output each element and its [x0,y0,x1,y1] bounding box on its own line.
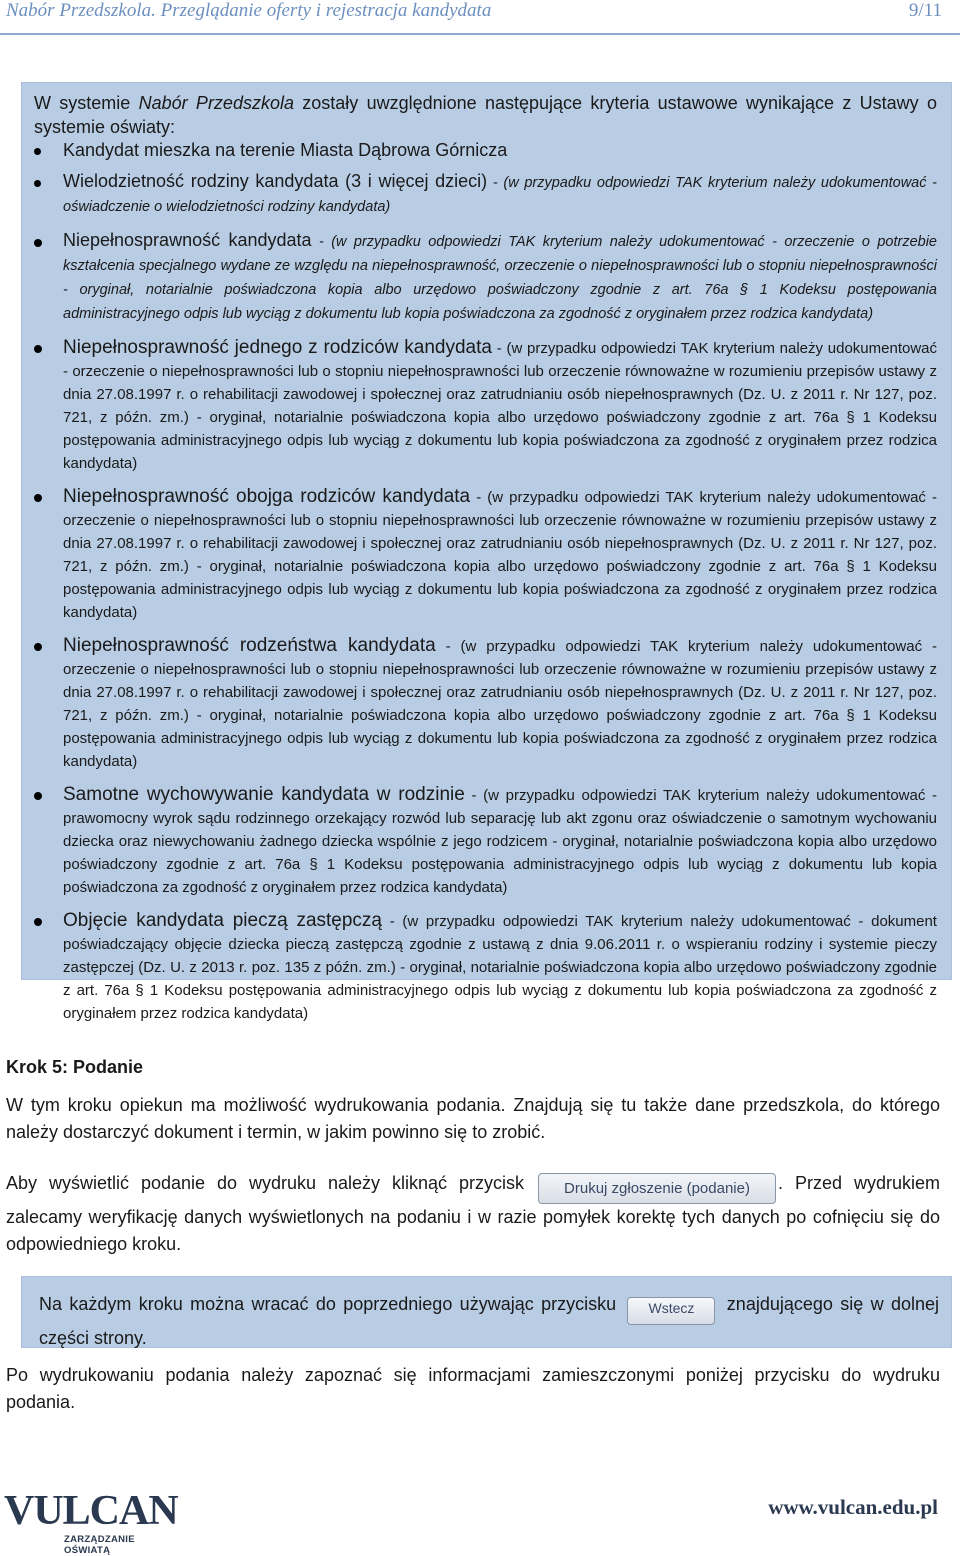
criterion-title: Kandydat mieszka na terenie Miasta Dąbrowa Górnicza [63,140,508,160]
back-hint [39,1291,939,1352]
document-title: Nabór Przedszkola. Przeglądanie oferty i rejestracja kandydata [6,0,492,21]
info-box [21,1276,952,1348]
list-item [34,336,937,475]
system-name: Nabór Przedszkola [138,93,294,113]
page-header [0,0,960,36]
criterion-description: - (w przypadku odpowiedzi TAK kryterium należy udokumentować - orzeczenie o niepełnosprawności lub o stopniu niepełnosprawności lub orzeczenie równoważne w rozumieniu przepisów ustawy z dnia 27.08.1997 r. o rehabilitacji zawodowej i społecznej oraz zatrudnianiu osób niepełnosprawnych (Dz. U. z 2011 r. Nr 127, poz. 721, z późn. zm.) - oryginał, notarialnie poświadczona kopia albo urzędowo poświadczony zgodnie z art. 76a § 1 Kodeksu postępowania administracyjnego odpis lub wyciąg z dokumentu lub kopia poświadczona za zgodność z oryginałem przez rodzica kandydata) [63,489,937,621]
bullet-icon [34,918,42,926]
criterion-title: Niepełnosprawność obojga rodziców kandydata [63,486,471,507]
criterion-title: Niepełnosprawność jednego z rodziców kandydata [63,337,492,358]
list-item [34,783,937,899]
list-item [34,170,937,219]
footer-url: www.vulcan.edu.pl [768,1495,938,1519]
criterion-description: - (w przypadku odpowiedzi TAK kryterium należy udokumentować - dokument poświadczający objęcie dziecka pieczą zastępczą zgodnie z ustawą z dnia 9.06.2011 r. o wspieraniu rodziny i systemie pieczy zastępczej (Dz. U. z 2013 r. poz. 135 z późn. zm.) - oryginał, notarialnie poświadczona kopia albo urzędowo poświadczony zgodnie z art. 76a § 1 Kodeksu postępowania administracyjnego odpis lub wyciąg z dokumentu lub kopia poświadczona za zgodność z oryginałem przez rodzica kandydata) [63,913,937,1022]
criterion-title: Wielodzietność rodziny kandydata (3 i więcej dzieci) [63,171,488,191]
step-heading: Krok 5: Podanie [6,1057,144,1077]
bullet-icon [34,792,42,800]
criterion-description: - (w przypadku odpowiedzi TAK kryterium należy udokumentować - orzeczenie o niepełnosprawności lub o stopniu niepełnosprawności lub orzeczenie równoważne w rozumieniu przepisów ustawy z dnia 27.08.1997 r. o rehabilitacji zawodowej i społecznej oraz zatrudnianiu osób niepełnosprawnych (Dz. U. z 2011 r. Nr 127, poz. 721, z późn. zm.) - oryginał, notarialnie poświadczona kopia albo urzędowo poświadczony zgodnie z art. 76a § 1 Kodeksu postępowania administracyjnego odpis lub wyciąg z dokumentu lub kopia poświadczona za zgodność z oryginałem przez rodzica kandydata) [63,638,937,770]
header-divider [0,33,960,35]
list-item [34,634,937,773]
bullet-icon [34,345,42,353]
print-instructions [6,1170,940,1258]
list-item [34,485,937,624]
criterion-title: Niepełnosprawność kandydata [63,230,312,250]
back-hint-end: znajdującego się w dolnej części strony. [39,1294,940,1348]
criterion-title: Objęcie kandydata pieczą zastępczą [63,910,382,931]
print-text-end: . Przed wydrukiem zalecamy weryfikację danych wyświetlonych na podaniu i w razie pomyłek korektę tych danych po cofnięciu się do odpowiedniego kroku. [6,1173,940,1254]
criterion-title: Samotne wychowywanie kandydata w rodzinie [63,784,465,805]
criterion-description: - (w przypadku odpowiedzi TAK kryterium należy udokumentować - orzeczenie o niepełnosprawności lub o stopniu niepełnosprawności lub orzeczenie równoważne w rozumieniu przepisów ustawy z dnia 27.08.1997 r. o rehabilitacji zawodowej i społecznej oraz zatrudnianiu osób niepełnosprawnych (Dz. U. z 2011 r. Nr 127, poz. 721, z późn. zm.) - oryginał, notarialnie poświadczona kopia albo urzędowo poświadczony zgodnie z art. 76a § 1 Kodeksu postępowania administracyjnego odpis lub wyciąg z dokumentu lub kopia poświadczona za zgodność z oryginałem przez rodzica kandydata) [63,340,937,472]
intro-text-start: W systemie [34,93,139,113]
list-item [34,229,937,326]
vulcan-logo [4,1488,178,1556]
after-print-note: Po wydrukowaniu podania należy zapoznać się informacjami zamieszczonymi poniżej przycisku do wydruku podania. [6,1365,940,1412]
back-hint-start: Na każdym kroku można wracać do poprzedniego używając przycisku [39,1294,624,1314]
criterion-description: - (w przypadku odpowiedzi TAK kryterium należy udokumentować - oświadczenie o wielodzietności rodziny kandydata) [63,175,937,215]
bullet-icon [34,494,42,502]
print-application-button[interactable]: Drukuj zgłoszenie (podanie) [538,1173,776,1204]
bullet-icon [34,148,41,155]
page-number: 9/11 [908,0,942,21]
print-text-start: Aby wyświetlić podanie do wydruku należy kliknąć przycisk [6,1173,536,1193]
logo-tagline: ZARZĄDZANIE OŚWIATĄ [64,1534,135,1556]
criterion-title: Niepełnosprawność rodzeństwa kandydata [63,635,436,656]
criterion-description: - (w przypadku odpowiedzi TAK kryterium należy udokumentować - orzeczenie o potrzebie kształcenia specjalnego wydane ze względu na niepełnosprawność, orzeczenie o niepełnosprawności lub o stopniu niepełnosprawności - oryginał, notarialnie poświadczona kopia albo urzędowo poświadczony zgodnie z art. 76a § 1 Kodeksu postępowania administracyjnego odpis lub wyciąg z dokumentu lub kopia poświadczona za zgodność z oryginałem przez rodzica kandydata) [63,234,937,322]
list-item [34,909,937,1025]
logo-wordmark: VULCAN [4,1488,178,1534]
criteria-intro [34,91,937,139]
bullet-icon [34,643,42,651]
criteria-list [34,139,937,1025]
bullet-icon [34,239,42,247]
step-description: W tym kroku opiekun ma możliwość wydrukowania podania. Znajdują się tu także dane przedszkola, do którego należy dostarczyć dokument i termin, w jakim powinno się to zrobić. [6,1095,940,1142]
bullet-icon [34,180,41,187]
intro-text-end: zostały uwzględnione następujące kryteria ustawowe wynikające z Ustawy o systemie oświaty: [34,93,937,137]
back-button[interactable]: Wstecz [627,1297,715,1325]
criteria-box [21,82,952,1022]
list-item [34,139,937,164]
criterion-description: - (w przypadku odpowiedzi TAK kryterium należy udokumentować - prawomocny wyrok sądu rodzinnego orzekający rozwód lub separację lub akt zgonu oraz oświadczenie o samotnym wychowaniu dziecka oraz niewychowaniu żadnego dziecka wspólnie z jego rodzicem - oryginał, notarialnie poświadczona kopia albo urzędowo poświadczony zgodnie z art. 76a § 1 Kodeksu postępowania administracyjnego odpis lub wyciąg z dokumentu lub kopia poświadczona za zgodność z oryginałem przez rodzica kandydata) [63,787,937,896]
